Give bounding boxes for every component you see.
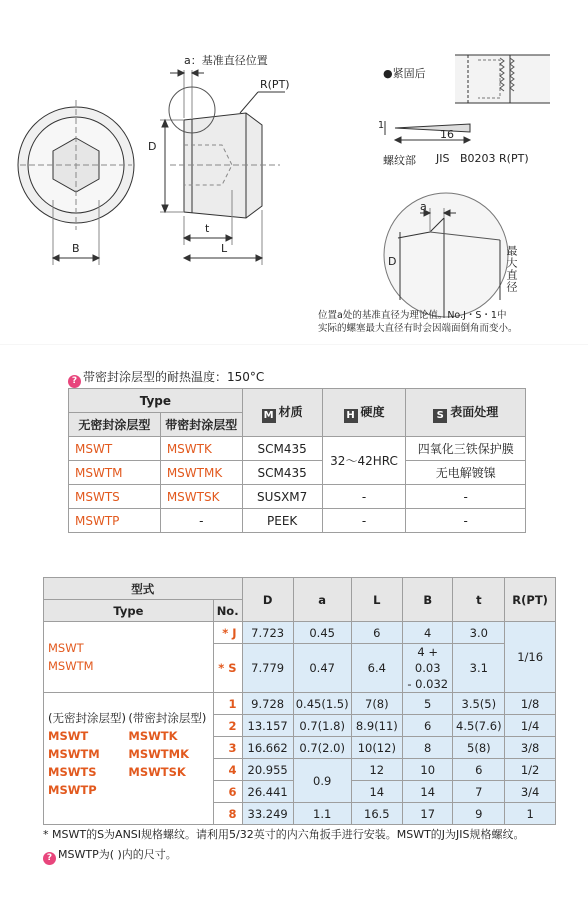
group2-left-type: MSWTP bbox=[48, 783, 97, 797]
mat-type-b: MSWTSK bbox=[160, 485, 242, 509]
dim-l: 16.5 bbox=[351, 803, 402, 825]
dim-rpt: 3/4 bbox=[505, 781, 556, 803]
mat-header-hardness bbox=[322, 389, 406, 437]
mat-header-surface bbox=[406, 389, 526, 437]
label-rpt: R(PT) bbox=[260, 78, 290, 91]
mat-type-b: - bbox=[160, 509, 242, 533]
dim-b: 10 bbox=[403, 759, 453, 781]
material-m-icon: M bbox=[262, 409, 276, 423]
group2-left-type: MSWTM bbox=[48, 747, 100, 761]
table-row bbox=[44, 693, 556, 715]
dim-b-tolerance bbox=[403, 644, 453, 693]
dim-no: 4 bbox=[213, 759, 242, 781]
label-a-position: a：基准直径位置 bbox=[184, 54, 268, 67]
mat-material: SCM435 bbox=[242, 437, 322, 461]
dim-d: 20.955 bbox=[242, 759, 293, 781]
label-d: D bbox=[148, 140, 157, 153]
mat-surface: - bbox=[406, 485, 526, 509]
dim-header-t: t bbox=[453, 578, 505, 622]
dim-d: 7.779 bbox=[242, 644, 293, 693]
group2-left-type: MSWTS bbox=[48, 765, 97, 779]
footnote-mswtp-text: MSWTP为( )内的尺寸。 bbox=[58, 848, 177, 861]
label-jis-std: B0203 R(PT) bbox=[460, 152, 529, 165]
mat-type-a: MSWTS bbox=[69, 485, 161, 509]
table-row bbox=[69, 437, 526, 461]
dim-b: 17 bbox=[403, 803, 453, 825]
dim-a: 0.7(2.0) bbox=[293, 737, 351, 759]
dim-rpt: 1/4 bbox=[505, 715, 556, 737]
mat-hardness: - bbox=[322, 509, 406, 533]
dim-no: 3 bbox=[213, 737, 242, 759]
dim-l: 12 bbox=[351, 759, 402, 781]
mat-type-a: MSWT bbox=[69, 437, 161, 461]
dim-l: 7(8) bbox=[351, 693, 402, 715]
mat-hardness: 32～42HRC bbox=[322, 437, 406, 485]
dim-t: 9 bbox=[453, 803, 505, 825]
label-a-detail: a bbox=[420, 200, 427, 213]
footnote-mswtp bbox=[43, 846, 177, 865]
dim-a: 0.45(1.5) bbox=[293, 693, 351, 715]
dim-no: 1 bbox=[213, 693, 242, 715]
dim-a: 0.7(1.8) bbox=[293, 715, 351, 737]
mat-header-type: Type bbox=[69, 389, 243, 413]
dim-t: 7 bbox=[453, 781, 505, 803]
dim-b: 5 bbox=[403, 693, 453, 715]
dim-b: 6 bbox=[403, 715, 453, 737]
dim-b: 14 bbox=[403, 781, 453, 803]
dim-rpt: 1/2 bbox=[505, 759, 556, 781]
mat-header-hardness-text: 硬度 bbox=[360, 404, 385, 419]
dim-t: 3.0 bbox=[453, 622, 505, 644]
dim-l: 6 bbox=[351, 622, 402, 644]
mat-type-b: MSWTK bbox=[160, 437, 242, 461]
table-row bbox=[44, 622, 556, 644]
dim-t: 3.5(5) bbox=[453, 693, 505, 715]
dim-b: 8 bbox=[403, 737, 453, 759]
label-t: t bbox=[205, 222, 210, 235]
label-jis: JIS bbox=[436, 152, 450, 165]
mat-surface: 无电解镀镍 bbox=[406, 461, 526, 485]
material-table bbox=[68, 388, 526, 533]
dimension-table bbox=[43, 577, 556, 825]
label-d-detail: D bbox=[388, 255, 397, 268]
dim-a: 0.9 bbox=[293, 759, 351, 803]
group2-right-label: (带密封涂层型) bbox=[128, 711, 207, 725]
dim-rpt: 3/8 bbox=[505, 737, 556, 759]
heat-resistance-note bbox=[68, 368, 264, 388]
dim-header-l: L bbox=[351, 578, 402, 622]
dim-header-rpt: R(PT) bbox=[505, 578, 556, 622]
dim-a: 0.47 bbox=[293, 644, 351, 693]
group2-right-type: MSWTK bbox=[128, 729, 178, 743]
mat-header-material-text: 材质 bbox=[278, 404, 303, 419]
dim-d: 26.441 bbox=[242, 781, 293, 803]
drawing-note-line2: 实际的螺塞最大直径有时会因端面倒角而变小。 bbox=[318, 323, 518, 334]
group2-left-label: (无密封涂层型) bbox=[48, 711, 126, 725]
dim-header-a: a bbox=[293, 578, 351, 622]
dim-d: 13.157 bbox=[242, 715, 293, 737]
group1-type: MSWT bbox=[48, 641, 84, 655]
dim-b-tol-line1: 4 + 0.03 bbox=[414, 645, 441, 675]
dim-no: * J bbox=[213, 622, 242, 644]
mat-header-surface-text: 表面处理 bbox=[450, 404, 499, 419]
mat-header-coat: 带密封涂层型 bbox=[160, 413, 242, 437]
dim-b: 4 bbox=[403, 622, 453, 644]
dim-d: 9.728 bbox=[242, 693, 293, 715]
dim-no: * S bbox=[213, 644, 242, 693]
label-thread: 螺纹部 bbox=[383, 154, 416, 167]
label-sixteen: 16 bbox=[440, 128, 454, 141]
dim-rpt: 1/8 bbox=[505, 693, 556, 715]
dim-t: 5(8) bbox=[453, 737, 505, 759]
label-l: L bbox=[221, 242, 228, 255]
dim-header-model: 型式 bbox=[44, 578, 243, 600]
dim-header-b: B bbox=[403, 578, 453, 622]
mat-type-a: MSWTP bbox=[69, 509, 161, 533]
mat-header-material bbox=[242, 389, 322, 437]
group2-left-type: MSWT bbox=[48, 729, 89, 743]
dim-header-d: D bbox=[242, 578, 293, 622]
dim-l: 14 bbox=[351, 781, 402, 803]
pink-info-icon: ? bbox=[68, 375, 81, 388]
group2-right-type: MSWTMK bbox=[128, 747, 190, 761]
table-row bbox=[69, 461, 526, 485]
pink-info-icon: ? bbox=[43, 852, 56, 865]
label-b: B bbox=[72, 242, 80, 255]
dim-no: 6 bbox=[213, 781, 242, 803]
surface-s-icon: S bbox=[433, 409, 447, 423]
heat-note-text: 带密封涂层型的耐热温度：150°C bbox=[83, 370, 265, 384]
mat-surface: - bbox=[406, 509, 526, 533]
mat-type-a: MSWTM bbox=[69, 461, 161, 485]
dim-header-no: No. bbox=[213, 600, 242, 622]
hardness-h-icon: H bbox=[344, 409, 358, 423]
label-max-diameter: 最大直径 bbox=[505, 245, 518, 293]
dim-t: 4.5(7.6) bbox=[453, 715, 505, 737]
mat-material: PEEK bbox=[242, 509, 322, 533]
dim-d: 7.723 bbox=[242, 622, 293, 644]
dim-a: 1.1 bbox=[293, 803, 351, 825]
mat-material: SCM435 bbox=[242, 461, 322, 485]
label-one: 1 bbox=[378, 120, 385, 131]
drawing-note-line1: 位置a处的基准直径为理论值。No.J・S・1中 bbox=[318, 310, 507, 321]
label-tightened: ●紧固后 bbox=[383, 67, 426, 80]
dim-no: 2 bbox=[213, 715, 242, 737]
footnote-ansi: * MSWT的S为ANSI规格螺纹。请利用5/32英寸的内六角扳手进行安装。MSWT的J为JIS规格螺纹。 bbox=[43, 828, 525, 841]
mat-material: SUSXM7 bbox=[242, 485, 322, 509]
dim-d: 16.662 bbox=[242, 737, 293, 759]
dim-t: 6 bbox=[453, 759, 505, 781]
dim-b-tol-line2: - 0.032 bbox=[407, 677, 449, 691]
mat-hardness: - bbox=[322, 485, 406, 509]
group2-right-type: MSWTSK bbox=[128, 765, 186, 779]
dim-l: 8.9(11) bbox=[351, 715, 402, 737]
dim-t: 3.1 bbox=[453, 644, 505, 693]
dim-group1-types bbox=[44, 622, 214, 693]
drawing-svg bbox=[0, 0, 588, 345]
dim-a: 0.45 bbox=[293, 622, 351, 644]
dim-l: 6.4 bbox=[351, 644, 402, 693]
dim-rpt: 1/16 bbox=[505, 622, 556, 693]
dim-l: 10(12) bbox=[351, 737, 402, 759]
technical-drawing bbox=[0, 0, 588, 345]
dim-header-type: Type bbox=[44, 600, 214, 622]
table-row bbox=[69, 509, 526, 533]
dim-d: 33.249 bbox=[242, 803, 293, 825]
table-row bbox=[69, 485, 526, 509]
dim-group2-types bbox=[44, 693, 214, 825]
mat-surface: 四氧化三铁保护膜 bbox=[406, 437, 526, 461]
group1-type: MSWTM bbox=[48, 659, 94, 673]
dim-no: 8 bbox=[213, 803, 242, 825]
dim-rpt: 1 bbox=[505, 803, 556, 825]
mat-header-no-coat: 无密封涂层型 bbox=[69, 413, 161, 437]
mat-type-b: MSWTMK bbox=[160, 461, 242, 485]
